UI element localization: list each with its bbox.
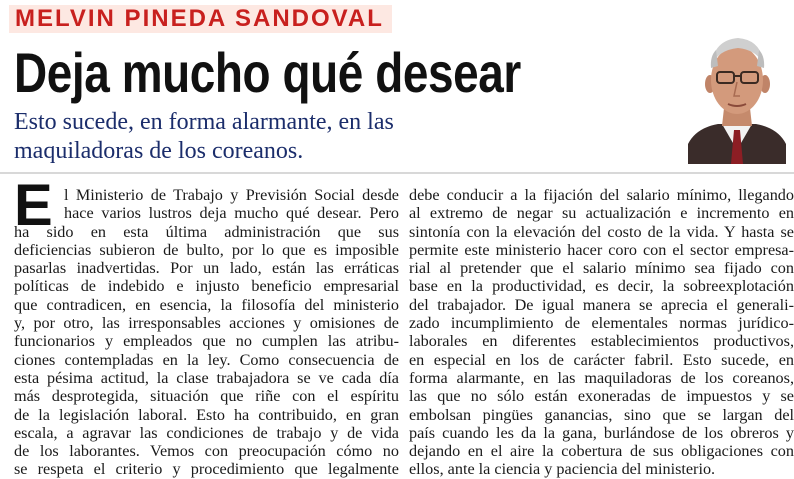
body-line: pasarlas inadvertidas. Por un lado, están las erráticas bbox=[14, 259, 399, 278]
body-line: que contradicen, en esencia, la filosofía del ministerio bbox=[14, 295, 399, 314]
body-line: en especial en los de carácter fabril. Esto sucede, en bbox=[409, 350, 794, 369]
body-line: debe conducir a la fijación del salario mínimo, llegando bbox=[409, 186, 794, 204]
body-line: se respeta el criterio y procedimiento que legalmente bbox=[14, 460, 399, 479]
author-photo bbox=[688, 26, 786, 164]
body-line: laborales en diferentes establecimientos productivos, bbox=[409, 332, 794, 351]
body-line: forma alarmante, en las maquiladoras de los coreanos, bbox=[409, 368, 794, 387]
body-line: base en la productividad, es decir, la sobreexplotación bbox=[409, 277, 794, 296]
author-portrait-image bbox=[688, 26, 786, 164]
body-line: sintonía con la elevación del costo de la vida. Y hasta se bbox=[409, 222, 794, 241]
subheadline-line: Esto sucede, en forma alarmante, en las bbox=[14, 109, 394, 135]
body-line: al extremo de negar su actualización e incremento en bbox=[409, 204, 794, 223]
body-line: permite este ministerio hacer coro con el sector empresa- bbox=[409, 240, 794, 259]
body-line: políticas de indebido e injusto beneficio empresarial bbox=[14, 277, 399, 296]
body-line: y, por otro, las irresponsables acciones y omisiones de bbox=[14, 314, 399, 333]
body-line: las que no sólo están exoneradas de impuestos y se bbox=[409, 387, 794, 406]
body-line: ellos, ante la ciencia y paciencia del ministerio. bbox=[409, 460, 716, 479]
subheadline bbox=[14, 108, 654, 166]
body-line: l Ministerio de Trabajo y Previsión Social desde bbox=[64, 186, 399, 204]
body-line: más desprotegida, situación que riñe con el espíritu bbox=[14, 387, 399, 406]
body-line: dejando en el aire la cobertura de sus obligaciones con bbox=[409, 442, 794, 461]
drop-cap: E bbox=[14, 184, 53, 228]
body-line: rial al pretender que el salario mínimo sea fijado con bbox=[409, 259, 794, 278]
body-line: esta pésima actitud, la clase trabajadora se ve cada día bbox=[14, 368, 399, 387]
body-line: funcionarios y empleados que no cumplen las atribu- bbox=[14, 332, 399, 351]
body-line: de la legislación laboral. Esto ha contribuido, en gran bbox=[14, 405, 399, 424]
article-column-left bbox=[14, 186, 399, 479]
body-line: escala, a agravar las condiciones de trabajo y de vida bbox=[14, 423, 399, 442]
headline: Deja mucho qué desear bbox=[14, 41, 521, 104]
body-line: ciones contempladas en la ley. Como consecuencia de bbox=[14, 350, 399, 369]
body-line: hace varios lustros deja mucho qué desear. Pero bbox=[64, 204, 399, 223]
body-line: ha sido en esta última administración que sus bbox=[14, 222, 399, 241]
author-name: MELVIN PINEDA SANDOVAL bbox=[15, 5, 384, 32]
body-line: zado incumplimiento de elementales normas jurídico- bbox=[409, 314, 794, 333]
body-line: embolsan pingües ganancias, sino que se largan del bbox=[409, 405, 794, 424]
section-divider bbox=[0, 172, 794, 174]
body-line: del trabajador. De igual manera se aprecia el generali- bbox=[409, 295, 794, 314]
body-line: país cuando les da la gana, burlándose de los obreros y bbox=[409, 423, 794, 442]
article-column-right bbox=[409, 186, 794, 479]
body-line: deficiencias subieron de bulto, por lo que es imposible bbox=[14, 240, 399, 259]
body-line: de los laborantes. Vemos con preocupación cómo no bbox=[14, 442, 399, 461]
subheadline-line: maquiladoras de los coreanos. bbox=[14, 138, 304, 164]
byline-banner bbox=[9, 5, 392, 33]
